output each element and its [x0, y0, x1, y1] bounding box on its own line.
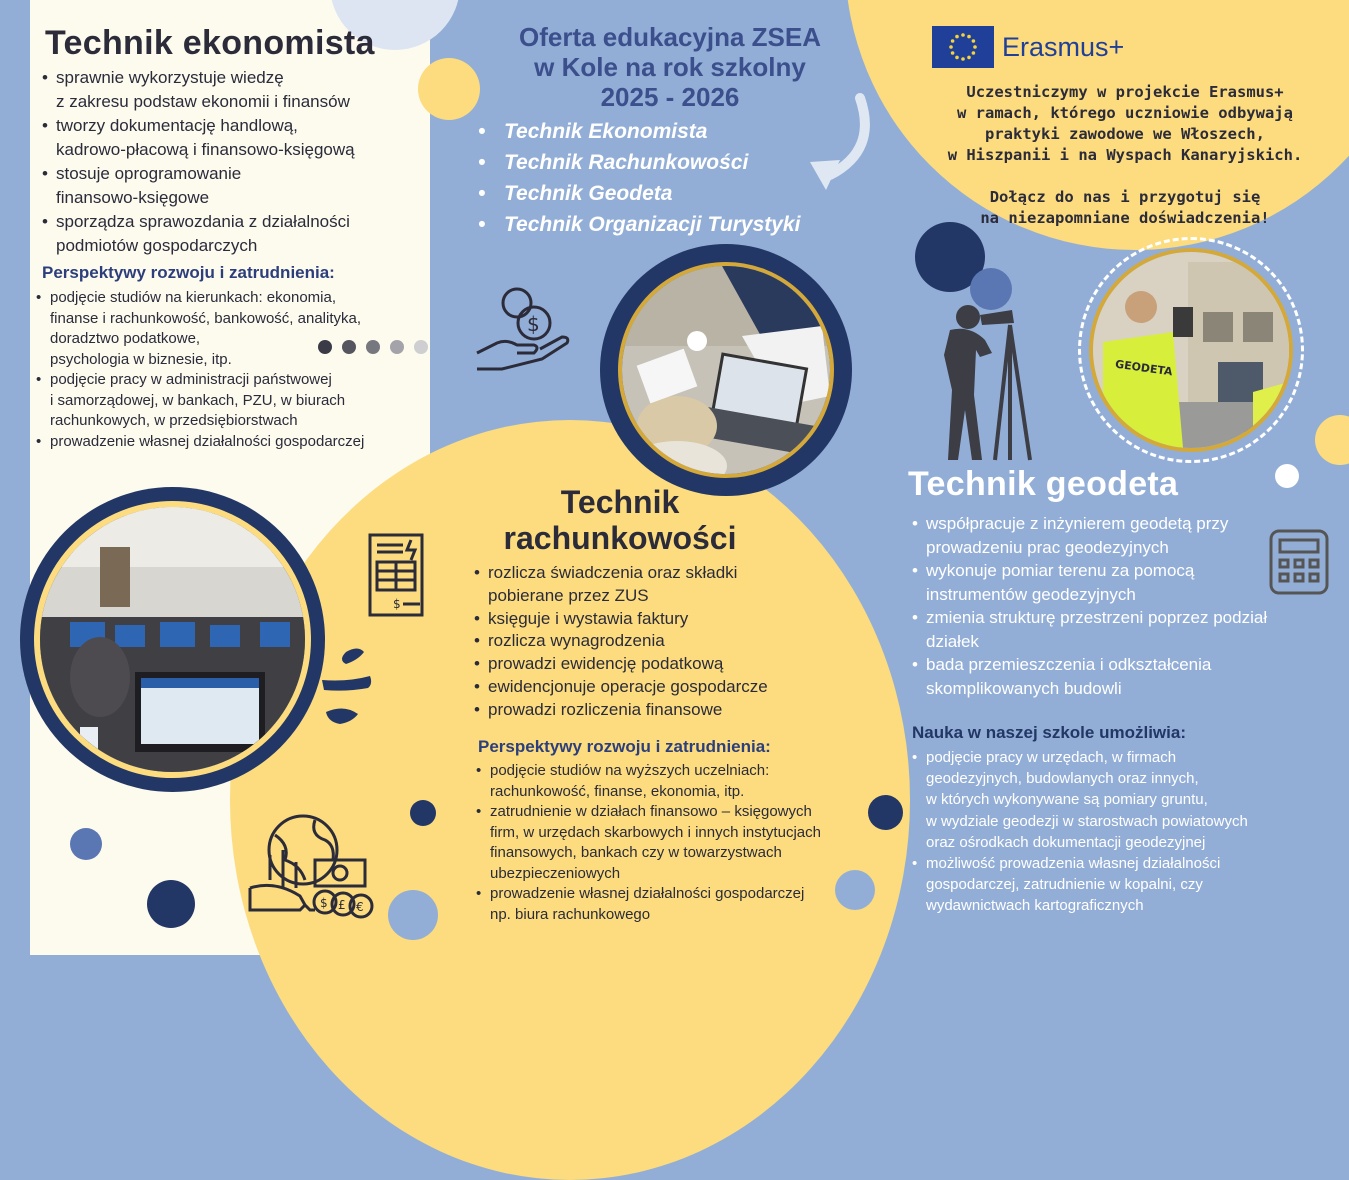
geodeta-learning — [912, 747, 1342, 917]
list-item: • możliwość prowadzenia własnej działalności gospodarczej, zatrudnienie w kopalni, czy wydawnictwach kartograficznych — [912, 853, 1342, 917]
geodeta-title: Technik geodeta — [908, 465, 1179, 503]
list-item: • ewidencjonuje operacje gospodarcze — [474, 676, 854, 699]
geodeta-learning-title: Nauka w naszej szkole umożliwia: — [912, 723, 1186, 742]
svg-text:$: $ — [527, 312, 540, 336]
program-item: • Technik Geodeta — [478, 178, 800, 209]
rachunkowosci-skills — [474, 562, 854, 722]
ekonomista-title: Technik ekonomista — [45, 24, 375, 62]
ekonomista-perspectives-title: Perspektywy rozwoju i zatrudnienia: — [42, 263, 335, 282]
deco-circle — [147, 880, 195, 928]
list-item: • prowadzi ewidencję podatkową — [474, 653, 854, 676]
svg-text:£: £ — [338, 898, 346, 912]
svg-text:$: $ — [393, 597, 401, 611]
list-item: • podjęcie pracy w urzędach, w firmach geodezyjnych, budowlanych oraz innych, w których wykonywane są pomiary gruntu, w wydziale geodezji w starostwach powiatowych oraz ośrodkach dokumentacji geodezyjnej — [912, 747, 1342, 853]
list-item: • rozlicza wynagrodzenia — [474, 630, 854, 653]
globe-finance-icon — [245, 810, 375, 920]
header-title: Oferta edukacyjna ZSEA w Kole na rok szkolny 2025 - 2026 — [519, 22, 821, 112]
erasmus-logo-text: Erasmus+ — [1002, 31, 1125, 62]
program-item: • Technik Ekonomista — [478, 116, 800, 147]
eu-flag-icon — [932, 26, 994, 68]
deco-circle — [70, 828, 102, 860]
list-item: • bada przemieszczenia i odkształcenia skomplikowanych budowli — [912, 653, 1332, 700]
deco-circle — [418, 58, 480, 120]
list-item: • prowadzi rozliczenia finansowe — [474, 699, 854, 722]
photo-classroom-ring — [20, 487, 325, 792]
calculator-icon — [1268, 528, 1330, 596]
list-item: • współpracuje z inżynierem geodetą przy prowadzeniu prac geodezyjnych — [912, 512, 1332, 559]
photo-meeting-ring — [600, 244, 852, 496]
rachunkowosci-perspectives — [476, 761, 876, 925]
list-item: • podjęcie pracy w administracji państwowej i samorządowej, w bankach, PZU, w biurach rachunkowych, w przedsiębiorstwach — [36, 370, 426, 432]
list-item: • sprawnie wykorzystuje wiedzę z zakresu podstaw ekonomii i finansów — [42, 66, 422, 114]
svg-text:€: € — [356, 900, 364, 914]
list-item: • prowadzenie własnej działalności gospodarczej np. biura rachunkowego — [476, 884, 876, 925]
list-item: • podjęcie studiów na kierunkach: ekonomia, finanse i rachunkowość, bankowość, analityka, doradztwo podatkowe, psychologia w biznesie, itp. — [36, 288, 426, 370]
list-item: • zmienia strukturę przestrzeni poprzez podział działek — [912, 606, 1332, 653]
deco-circle — [410, 800, 436, 826]
rachunkowosci-perspectives-title: Perspektywy rozwoju i zatrudnienia: — [478, 737, 771, 756]
list-item: • prowadzenie własnej działalności gospodarczej — [36, 432, 426, 453]
rachunkowosci-title: Technik rachunkowości — [503, 484, 737, 556]
photo-classroom — [34, 501, 311, 778]
program-item: • Technik Organizacji Turystyki — [478, 209, 800, 240]
program-item: • Technik Rachunkowości — [478, 147, 800, 178]
money-hand-icon — [472, 285, 572, 380]
list-item: • wykonuje pomiar terenu za pomocą instrumentów geodezyjnych — [912, 559, 1332, 606]
ekonomista-skills — [42, 66, 422, 258]
list-item: • podjęcie studiów na wyższych uczelniach: rachunkowość, finanse, ekonomia, itp. — [476, 761, 876, 802]
deco-circle — [388, 890, 438, 940]
vest-label: GEODETA — [1114, 357, 1174, 379]
erasmus-text: Uczestniczymy w projekcie Erasmus+ w ramach, którego uczniowie odbywają praktyki zawodowe we Włoszech, w Hiszpanii i na Wyspach Kanaryjskich. Dołącz do nas i przygotuj się na niezapomniane doświadczenia! — [947, 83, 1303, 227]
deco-circle — [1275, 464, 1299, 488]
list-item: • księguje i wystawia faktury — [474, 608, 854, 631]
list-item: • zatrudnienie w działach finansowo – księgowych firm, w urzędach skarbowych i innych instytucjach finansowych, bankach czy w towarzystwach ubezpieczeniowych — [476, 802, 876, 884]
program-list — [478, 116, 800, 240]
list-item: • rozlicza świadczenia oraz składki pobierane przez ZUS — [474, 562, 854, 608]
curved-arrow-icon — [790, 90, 880, 200]
svg-text:$: $ — [320, 896, 328, 910]
photo-geodeta-ring — [1078, 237, 1304, 463]
left-blue-strip — [0, 0, 30, 955]
invoice-icon — [365, 530, 435, 620]
photo-geodeta — [1089, 248, 1293, 452]
list-item: • tworzy dokumentację handlową, kadrowo-płacową i finansowo-księgową — [42, 114, 422, 162]
list-item: • stosuje oprogramowanie finansowo-księgowe — [42, 162, 422, 210]
erasmus-logo — [932, 26, 1124, 68]
ekonomista-perspectives — [36, 288, 426, 452]
brush-strokes-icon — [318, 640, 378, 740]
photo-meeting — [618, 262, 834, 478]
list-item: • sporządza sprawozdania z działalności podmiotów gospodarczych — [42, 210, 422, 258]
deco-circle — [1315, 415, 1349, 465]
surveyor-silhouette-icon — [930, 295, 1060, 465]
